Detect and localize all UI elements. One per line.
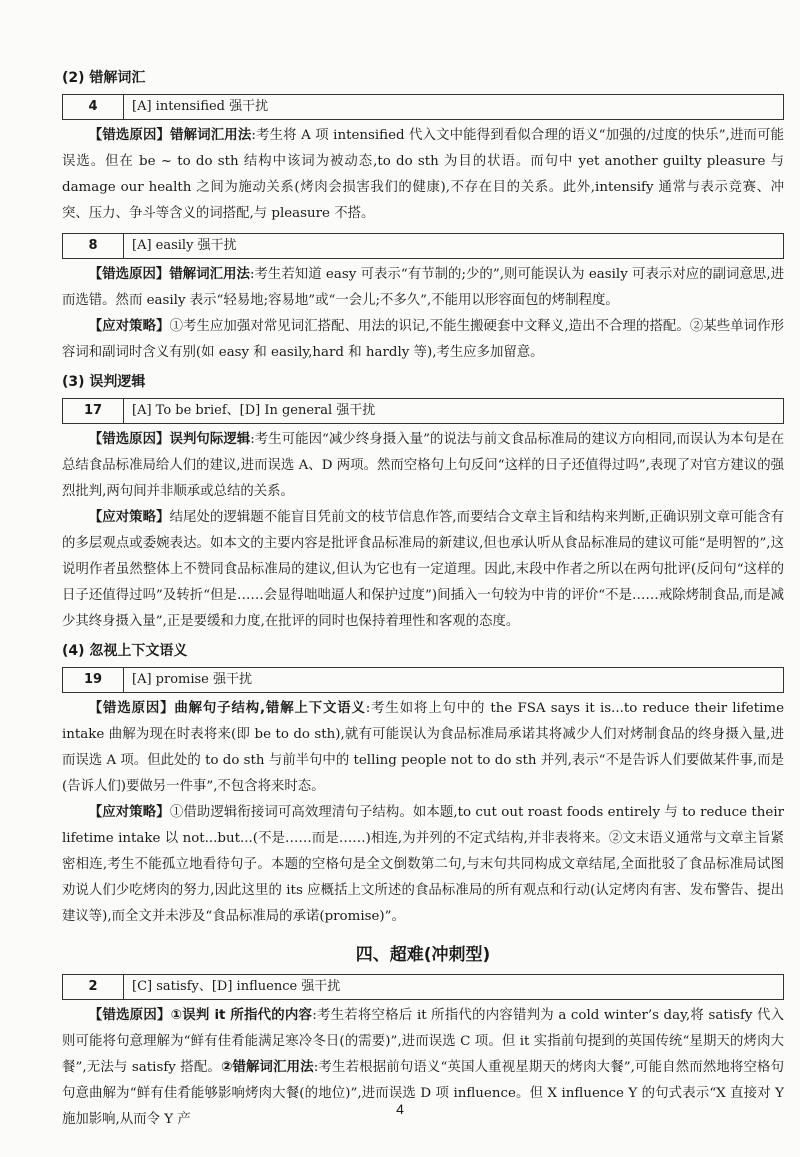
question-box	[62, 398, 784, 424]
reason-tag: 【错选原因】	[88, 1008, 171, 1023]
reason-text: :考生如将上句中的 the FSA says it is...to reduce their lifetime intake 曲解为现在时表将来(即 be to do sth),就有可能误认为食品标准局承诺其将减少人们对烤制食品的终身摄入量,进而误选 A 项。但此处的 to do sth 与前半句中的 telling people not to do sth 并列,表示“不是告诉人们要做某件事,而是(告诉人们)要做另一件事”,不包含将来时态。	[62, 701, 784, 794]
question-number: 17	[63, 399, 124, 423]
reason-text: :考生若知道 easy 可表示“有节制的;少的”,则可能误认为 easily 可表示对应的副词意思,进而选错。然而 easily 表示“轻易地;容易地”或“一会儿;不多久”,不能用以形容面包的烤制程度。	[62, 267, 785, 308]
analysis-paragraph	[62, 262, 784, 314]
strategy-text: 结尾处的逻辑题不能盲目凭前文的枝节信息作答,而要结合文章主旨和结构来判断,正确识别文章可能含有的多层观点或委婉表达。如本文的主要内容是批评食品标准局的新建议,但也承认听从食品标准局的建议可能“是明智的”,这说明作者虽然整体上不赞同食品标准局的建议,但认为它也有一定道理。因此,末段中作者之所以在两句批评(反问句“这样的日子还值得过吗”及转折“但是……会显得咄咄逼人和保护过度”)间插入一句较为中肯的评价“不是……戒除烤制食品,而是减少其终身摄入量”,正是要缓和力度,在批评的同时也保持着理性和客观的态度。	[62, 510, 784, 629]
distractor-option: [A] intensified 强干扰	[132, 99, 269, 114]
question-box	[62, 233, 784, 259]
reason-text: :考生若将空格后 it 所指代的内容错判为 a cold winter’s day,将 satisfy 代入则可能将句意理解为“鲜有佳肴能满足寒冷冬日(的需要)”,进而误选 C 项。但 it 实指前句提到的英国传统“星期天的烤肉大餐”,无法与 satisfy 搭配。	[62, 1008, 785, 1075]
distractor-option: [A] easily 强干扰	[132, 238, 237, 253]
analysis-paragraph	[62, 696, 784, 800]
strategy-text: ①借助逻辑衔接词可高效理清句子结构。如本题,to cut out roast foods entirely 与 to reduce their lifetime intake 以 not...but...(不是……而是……)相连,为并列的不定式结构,并非表将来。②文末语义通常与文章主旨紧密相连,考生不能孤立地看待句子。本题的空格句是全文倒数第二句,与末句共同构成文章结尾,全面批驳了食品标准局试图劝说人们少吃烤肉的努力,因此这里的 its 应概括上文所述的食品标准局的所有观点和行动(认定烤肉有害、发布警告、提出建议等),而全文并未涉及“食品标准局的承诺(promise)”。	[62, 805, 784, 924]
reason-text: :考生若根据前句语义“英国人重视星期天的烤肉大餐”,可能自然而然地将空格句句意曲解为“鲜有佳肴能够影响烤肉大餐(的地位)”,进而误选 D 项 influence。但 X influence Y 的句式表示“X 直接对 Y 施加影响,从而令 Y 产	[62, 1060, 784, 1127]
question-number: 2	[63, 975, 124, 999]
section-heading-wrong-logic: (3) 误判逻辑	[62, 374, 146, 390]
page-number: 4	[396, 1101, 404, 1117]
strategy-paragraph	[62, 800, 784, 930]
reason-subtitle: 错解词汇用法	[170, 128, 252, 143]
distractor-option: [C] satisfy、[D] influence 强干扰	[132, 979, 341, 994]
reason-subtitle: 曲解句子结构,错解上下文语义	[174, 701, 366, 716]
document-body	[62, 64, 784, 1133]
strategy-paragraph	[62, 314, 784, 366]
part-heading-super-hard: 四、超难(冲刺型)	[355, 945, 491, 965]
analysis-paragraph	[62, 427, 784, 505]
reason-subtitle: ①误判 it 所指代的内容	[170, 1008, 313, 1023]
reason-tag: 【错选原因】	[88, 701, 175, 716]
strategy-text: ①考生应加强对常见词汇搭配、用法的识记,不能生搬硬套中文释义,造出不合理的搭配。②某些单词作形容词和副词时含义有别(如 easy 和 easily,hard 和 hardly 等),考生应多加留意。	[62, 319, 784, 360]
question-number: 8	[63, 234, 124, 258]
strategy-tag: 【应对策略】	[88, 805, 170, 820]
question-box	[62, 94, 784, 120]
reason-tag: 【错选原因】	[88, 432, 170, 447]
section-heading-ignore-context: (4) 忽视上下文语义	[62, 643, 188, 659]
reason-tag: 【错选原因】	[88, 128, 171, 143]
question-number: 19	[63, 668, 124, 692]
reason-text: :考生可能因“减少终身摄入量”的说法与前文食品标准局的建议方向相同,而误认为本句是在总结食品标准局给人们的建议,进而误选 A、D 两项。然而空格句上句反问“这样的日子还值得过吗”,表现了对官方建议的强烈批判,两句间并非顺承或总结的关系。	[62, 432, 785, 499]
strategy-tag: 【应对策略】	[88, 510, 170, 525]
distractor-option: [A] To be brief、[D] In general 强干扰	[132, 403, 376, 418]
reason-tag: 【错选原因】	[88, 267, 170, 282]
strategy-paragraph	[62, 505, 784, 635]
section-heading-wrong-vocab: (2) 错解词汇	[62, 70, 146, 86]
reason-subtitle: 误判句际逻辑	[169, 432, 251, 447]
reason-subtitle: 错解词汇用法	[169, 267, 250, 282]
distractor-option: [A] promise 强干扰	[132, 672, 253, 687]
reason-subtitle: ②错解词汇用法	[220, 1060, 314, 1075]
reason-text: :考生将 A 项 intensified 代入文中能得到看似合理的语义“加强的/过度的快乐”,进而可能误选。但在 be ~ to do sth 结构中该词为被动态,to do sth 为目的状语。而句中 yet another guilty pleasure 与 damage our health 之间为施动关系(烤肉会损害我们的健康),不存在目的关系。此外,intensify 通常与表示竞赛、冲突、压力、争斗等含义的词搭配,与 pleasure 不搭。	[62, 128, 785, 221]
question-box	[62, 974, 784, 1000]
strategy-tag: 【应对策略】	[88, 319, 170, 334]
question-number: 4	[63, 95, 124, 119]
question-box	[62, 667, 784, 693]
analysis-paragraph	[62, 123, 784, 227]
